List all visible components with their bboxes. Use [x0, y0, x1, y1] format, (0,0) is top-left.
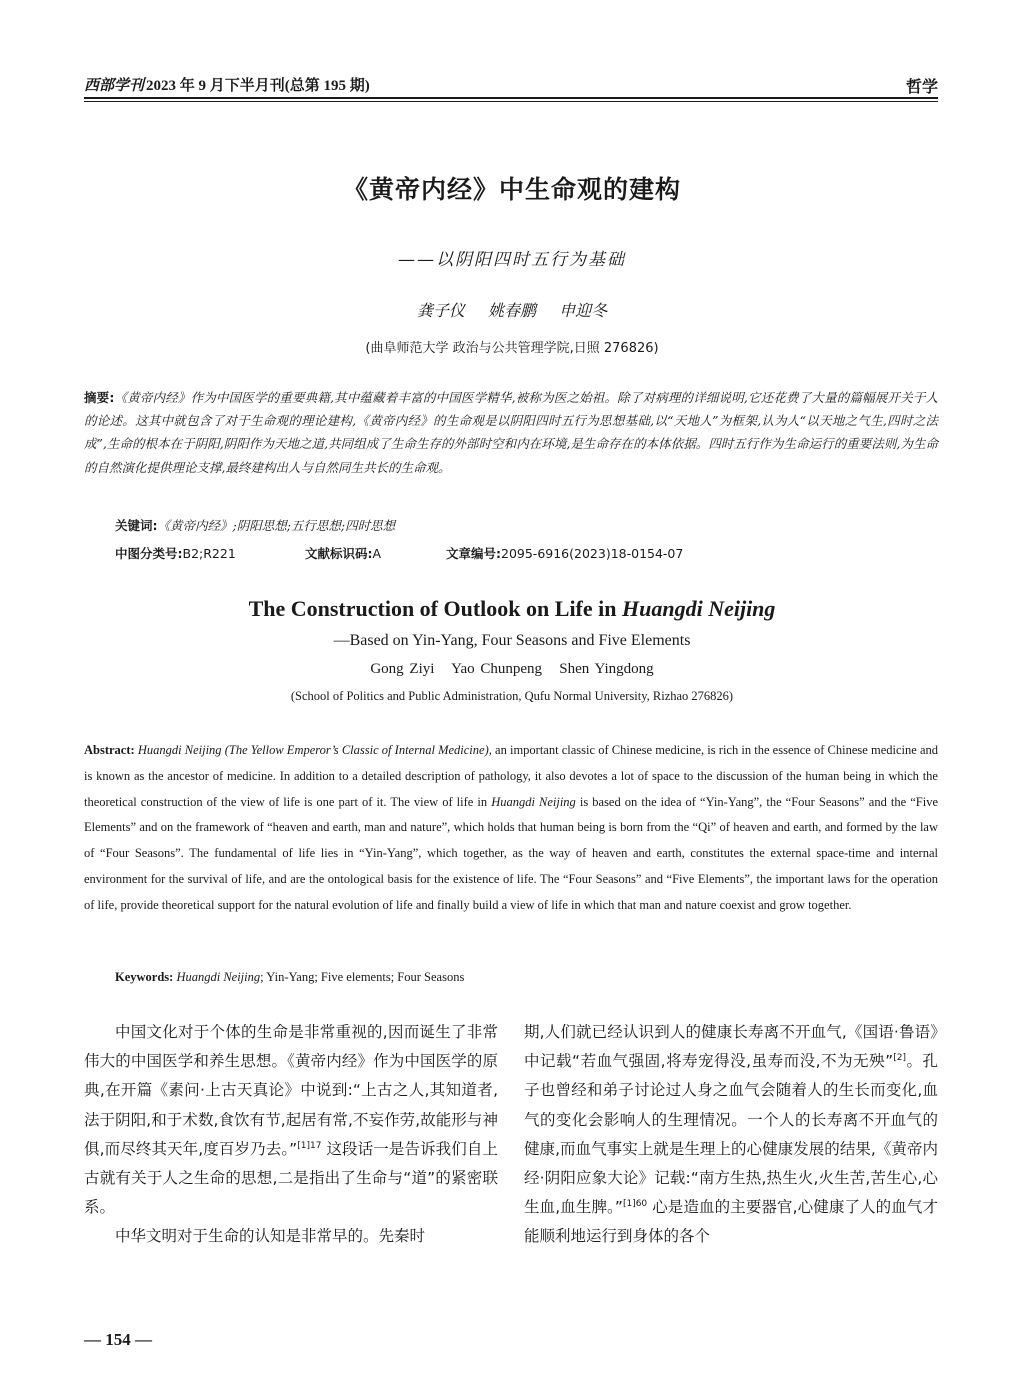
cn-affiliation: (曲阜师范大学 政治与公共管理学院,日照 276826) — [365, 341, 659, 356]
cn-class-number — [115, 544, 236, 562]
en-abstract-label: Abstract: — [84, 743, 135, 757]
issue-info: 2023 年 9 月下半月刊(总第 195 期) — [146, 78, 370, 94]
header-issue — [84, 74, 370, 95]
en-abstract-text2: is based on the idea of “Yin-Yang”, the “Four Seasons” and the “Five Elements” and on the framework of “heaven and earth, man and nature”, which holds that human being is born from the “Qi” of heaven and earth, and formed by the law of “Four Seasons”. The fundamental of life lies in “Yin-Yang”, which together, as the way of heaven and earth, constitutes the external space-time and internal environment for the survival of life, and are the ontological basis for the existence of life. The “Four Seasons” and “Five Elements”, the important laws for the operation of life, provide theoretical support for the natural evolution of life and finally build a view of life in which that man and nature coexist and grow together. — [84, 794, 938, 912]
section-name: 哲学 — [905, 77, 938, 96]
cn-authors: 龚子仪 姚春鹏 申迎冬 — [416, 301, 608, 320]
body-text: 。孔子也曾经和弟子讨论过人身之血气会随着人的生长而变化,血气的变化会影响人的生理情况。一个人的长寿离不开血气的健康,而血气事实上就是生理上的心健康发展的结果,《黄帝内经·阴阳应象大论》记载:“南方生热,热生火,火生苦,苦生心,心生血,血生脾。” — [524, 1052, 938, 1217]
body-text: 心是造血的主要器官,心健康了人的血气才能顺利地运行到身体的各个 — [524, 1198, 938, 1246]
cn-keywords-text: 《黄帝内经》;阴阳思想;五行思想;四时思想 — [157, 518, 396, 533]
doc-label: 文献标识码: — [305, 546, 373, 561]
page-number: — 154 — — [84, 1330, 152, 1349]
en-abstract-italic: Huangdi Neijing (The Yellow Emperor’s Classic of Internal Medicine) — [137, 743, 489, 757]
en-keywords-italic: Huangdi Neijing — [176, 970, 261, 984]
running-header — [84, 70, 938, 100]
header-rule-thin — [84, 101, 938, 102]
body-paragraph — [84, 1018, 498, 1222]
journal-name: 西部学刊 — [84, 78, 145, 94]
en-keywords-text: ; Yin-Yang; Five elements; Four Seasons — [260, 970, 465, 984]
en-title-italic: Huangdi Neijing — [622, 596, 776, 621]
citation-ref: [2] — [893, 1053, 906, 1064]
en-authors: Gong Ziyi Yao Chunpeng Shen Yingdong — [370, 661, 654, 677]
body-column-left — [84, 1018, 498, 1252]
class-value: B2;R221 — [182, 546, 236, 561]
en-title-main: The Construction of Outlook on Life in — [248, 596, 622, 621]
cn-keywords — [115, 516, 938, 534]
en-abstract-italic2: Huangdi Neijing — [491, 794, 576, 809]
en-keywords — [115, 970, 938, 985]
en-subtitle: —Based on Yin-Yang, Four Seasons and Five Elements — [333, 632, 691, 649]
citation-ref: [1]60 — [622, 1199, 648, 1210]
article-value: 2095-6916(2023)18-0154-07 — [501, 546, 684, 561]
body-column-right — [524, 1018, 938, 1252]
en-keywords-label: Keywords: — [115, 970, 174, 984]
cn-abstract — [84, 386, 938, 479]
header-rule — [84, 97, 938, 99]
cn-abstract-label: 摘要: — [84, 390, 115, 405]
cn-doc-code — [305, 544, 381, 562]
cn-keywords-label: 关键词: — [115, 518, 158, 533]
body-text: 期,人们就已经认识到人的健康长寿离不开血气,《国语·鲁语》中记载“若血气强固,将寿宠得没,虽寿而没,不为无殃” — [524, 1023, 938, 1071]
body-text: 中国文化对于个体的生命是非常重视的,因而诞生了非常伟大的中国医学和养生思想。《黄帝内经》作为中国医学的原典,在开篇《素问·上古天真论》中说到:“上古之人,其知道者,法于阴阳,和于术数,食饮有节,起居有常,不妄作劳,故能形与神俱,而尽终其天年,度百岁乃去。” — [84, 1023, 498, 1158]
article-label: 文章编号: — [446, 546, 501, 561]
body-text: 这段话一是告诉我们自上古就有关于人之生命的思想,二是指出了生命与“道”的紧密联系。 — [84, 1139, 499, 1217]
doc-value: A — [372, 546, 382, 561]
cn-title: 《黄帝内经》中生命观的建构 — [342, 175, 681, 204]
cn-abstract-text: 《黄帝内经》作为中国医学的重要典籍,其中蕴藏着丰富的中国医学精华,被称为医之始祖。除了对病理的详细说明,它还花费了大量的篇幅展开关于人的论述。这其中就包含了对于生命观的理论建构,《黄帝内经》的生命观是以阴阳四时五行为思想基础,以“天地人”为框架,认为人“以天地之气生,四时之法成”,生命的根本在于阴阳,阴阳作为天地之道,共同组成了生命生存的外部时空和内在环境,是生命存在的本体依据。四时五行作为生命运行的重要法则,为生命的自然演化提供理论支撑,最终建构出人与自然同生共长的生命观。 — [84, 390, 938, 475]
en-abstract — [84, 738, 938, 919]
en-abstract-text1: , an important classic of Chinese medicine, is rich in the essence of Chinese medicine and is known as the ancestor of medicine. In addition to a detailed description of pathology, it also devotes a lot of space to the discussion of the human being in which the theoretical construction of the view of life is one part of it. The view of life in — [84, 743, 938, 809]
body-paragraph — [524, 1018, 938, 1252]
en-affiliation: (School of Politics and Public Administration, Qufu Normal University, Rizhao 276826) — [290, 689, 734, 703]
cn-subtitle: ——以阴阳四时五行为基础 — [398, 250, 626, 270]
en-title — [0, 596, 1024, 622]
body-paragraph: 中华文明对于生命的认知是非常早的。先秦时 — [115, 1227, 426, 1246]
citation-ref: [1]17 — [297, 1140, 322, 1151]
class-label: 中图分类号: — [115, 546, 183, 561]
cn-article-number — [446, 544, 683, 562]
